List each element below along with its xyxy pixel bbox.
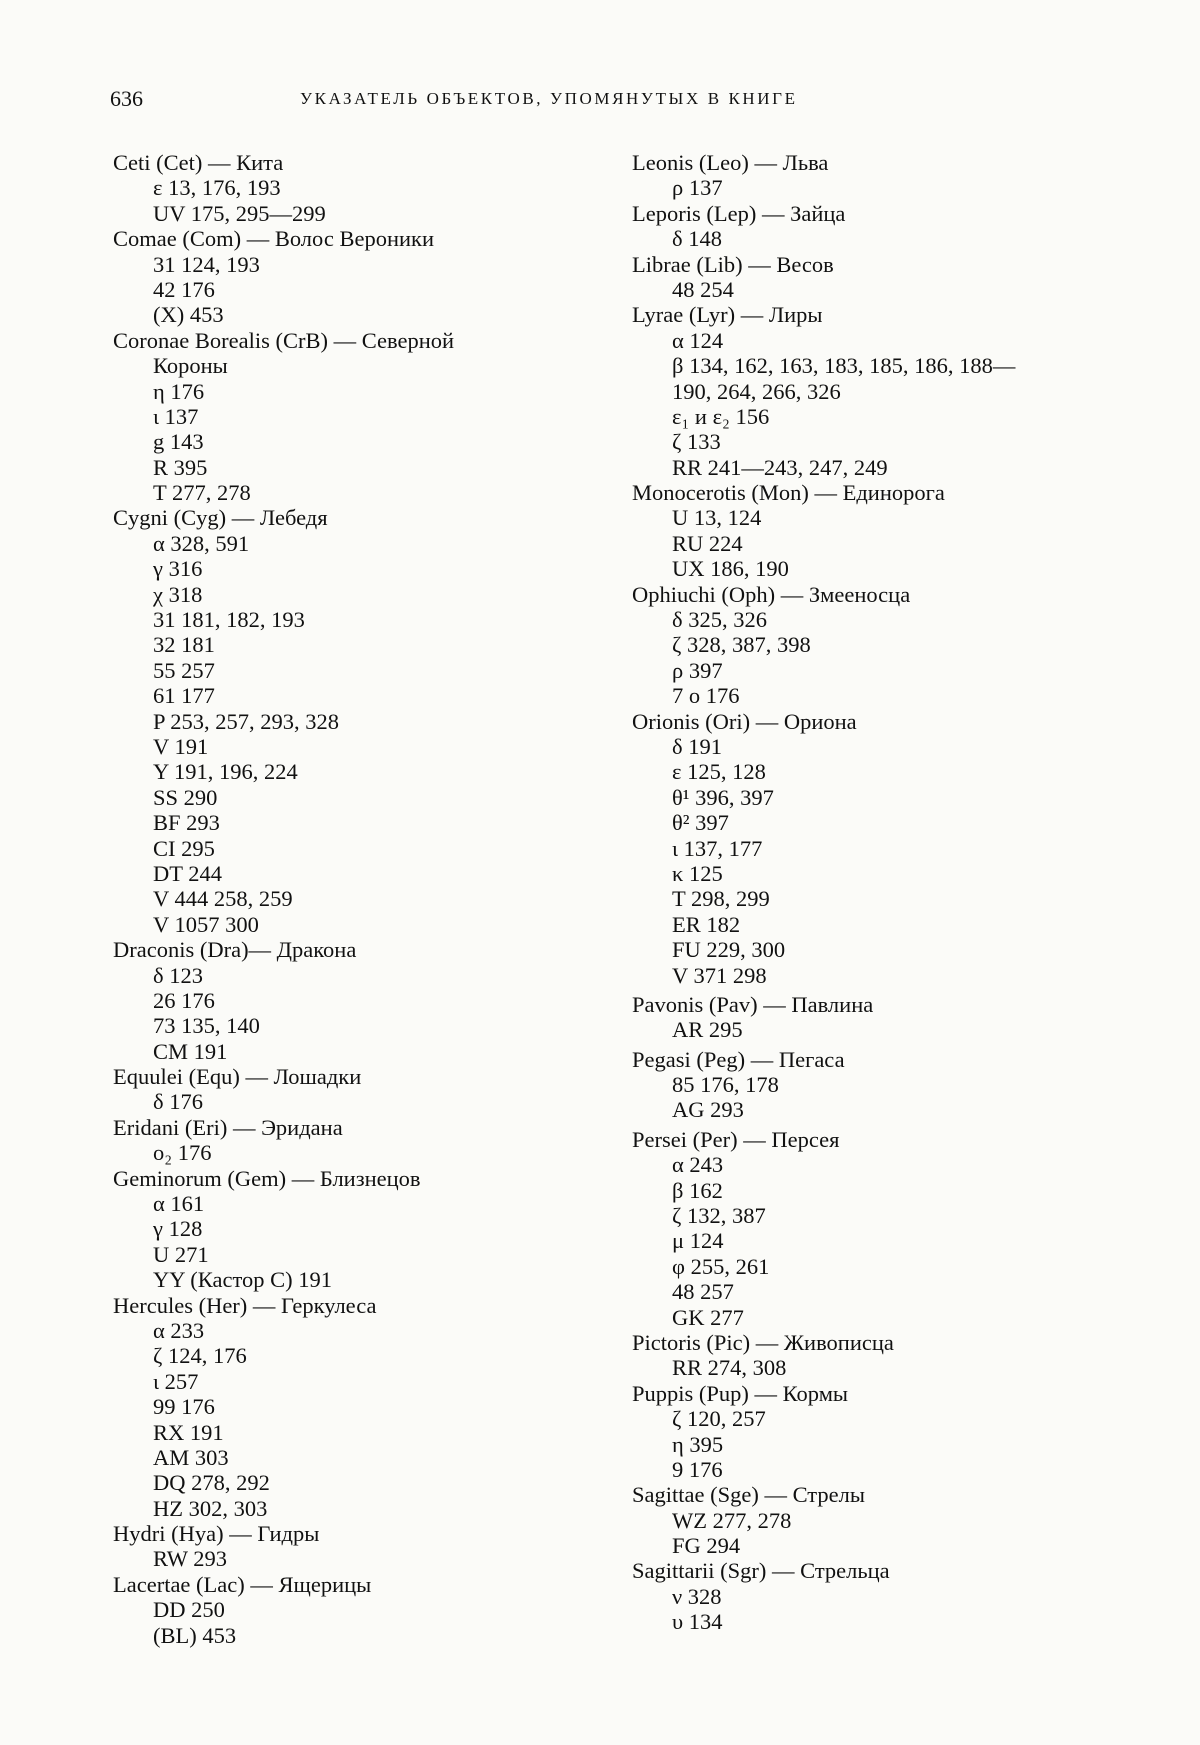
index-subentry: β 134, 162, 163, 183, 185, 186, 188—: [672, 353, 1016, 379]
index-subentry: RX 191: [153, 1419, 224, 1445]
index-subentry: T 298, 299: [672, 886, 770, 912]
index-entry: Lacertae (Lac) — Ящерицы: [113, 1571, 372, 1597]
index-subentry: DQ 278, 292: [153, 1470, 270, 1496]
index-entry: Ceti (Cet) — Кита: [113, 150, 284, 175]
index-column-left: [113, 150, 613, 1648]
index-subentry: 190, 264, 266, 326: [672, 378, 841, 404]
index-subentry: χ 318: [153, 581, 203, 607]
index-subentry: AG 293: [672, 1097, 744, 1123]
index-subentry: g 143: [153, 429, 204, 455]
index-subentry: ζ 133: [672, 429, 721, 455]
index-entry: Pictoris (Pic) — Живописца: [632, 1329, 894, 1355]
index-subentry: θ¹ 396, 397: [672, 784, 774, 810]
index-subentry: υ 134: [672, 1609, 723, 1635]
index-entry: Persei (Per) — Персея: [632, 1126, 840, 1152]
index-subentry: (BL) 453: [153, 1622, 237, 1648]
index-subentry: ε₁ и ε₂ 156: [672, 403, 770, 429]
index-subentry: AR 295: [672, 1017, 743, 1043]
index-subentry: RR 274, 308: [672, 1355, 787, 1381]
index-subentry: 85 176, 178: [672, 1072, 779, 1098]
index-entry: Librae (Lib) — Весов: [632, 251, 834, 277]
index-entry: Geminorum (Gem) — Близнецов: [113, 1165, 421, 1191]
index-subentry: V 191: [153, 733, 209, 759]
page-number: 636: [110, 86, 143, 111]
index-subentry: 32 181: [153, 632, 215, 658]
index-subentry: 73 135, 140: [153, 1013, 260, 1039]
index-subentry: 42 176: [153, 276, 215, 302]
index-entry: Cygni (Cyg) — Лебедя: [113, 505, 328, 531]
index-subentry: δ 325, 326: [672, 607, 767, 633]
index-entry: Pegasi (Peg) — Пегаса: [632, 1046, 845, 1072]
index-subentry: η 395: [672, 1431, 724, 1457]
index-entry: Hercules (Her) — Геркулеса: [113, 1292, 377, 1318]
index-entry: Lyrae (Lyr) — Лиры: [632, 302, 823, 328]
index-subentry: κ 125: [672, 860, 723, 886]
index-subentry: P 253, 257, 293, 328: [153, 708, 340, 734]
index-subentry: α 243: [672, 1152, 724, 1178]
index-subentry: γ 316: [153, 556, 203, 582]
index-subentry: ζ 124, 176: [153, 1343, 247, 1369]
index-subentry: ER 182: [672, 911, 741, 937]
index-subentry: δ 191: [672, 733, 722, 759]
index-subentry: V 1057 300: [153, 911, 259, 937]
index-subentry: FU 229, 300: [672, 937, 786, 963]
index-entry: Ophiuchi (Oph) — Змееносца: [632, 581, 911, 607]
index-subentry: ι 137, 177: [672, 835, 763, 861]
index-entry: Comae (Com) — Волос Вероники: [113, 226, 435, 252]
index-entry: Leonis (Leo) — Льва: [632, 150, 829, 175]
index-subentry: δ 148: [672, 226, 722, 252]
index-subentry: ζ 132, 387: [672, 1203, 766, 1229]
index-subentry: ζ 328, 387, 398: [672, 632, 811, 658]
index-subentry: ε 125, 128: [672, 759, 766, 785]
page-header: [0, 86, 1200, 116]
index-subentry: Y 191, 196, 224: [153, 759, 298, 785]
index-subentry: (X) 453: [153, 302, 224, 328]
index-entry: Equulei (Equ) — Лошадки: [113, 1064, 362, 1090]
index-subentry: UX 186, 190: [672, 556, 789, 582]
index-subentry: 61 177: [153, 683, 215, 709]
index-subentry: U 271: [153, 1241, 209, 1267]
index-subentry: RU 224: [672, 530, 743, 556]
index-subentry: δ 123: [153, 962, 203, 988]
index-subentry: CI 295: [153, 835, 215, 861]
index-subentry: α 328, 591: [153, 530, 250, 556]
index-subentry: 48 257: [672, 1279, 734, 1305]
index-subentry: 26 176: [153, 987, 215, 1013]
index-subentry: 99 176: [153, 1394, 215, 1420]
index-subentry: UV 175, 295—299: [153, 200, 326, 226]
index-subentry: ν 328: [672, 1583, 722, 1609]
index-subentry: 9 176: [672, 1456, 723, 1482]
index-subentry: ζ 120, 257: [672, 1406, 766, 1432]
index-subentry: α 124: [672, 327, 724, 353]
index-entry: Sagittae (Sge) — Стрелы: [632, 1482, 865, 1508]
index-subentry: V 444 258, 259: [153, 886, 293, 912]
index-subentry: U 13, 124: [672, 505, 762, 531]
index-subentry: β 162: [672, 1177, 723, 1203]
index-subentry: 31 124, 193: [153, 251, 260, 277]
index-subentry: SS 290: [153, 784, 218, 810]
index-subentry: CM 191: [153, 1038, 228, 1064]
index-subentry: ε 13, 176, 193: [153, 175, 281, 201]
index-subentry: RW 293: [153, 1546, 227, 1572]
index-subentry: ρ 397: [672, 657, 723, 683]
index-entry: Coronae Borealis (CrB) — Северной: [113, 327, 455, 353]
index-subentry: Короны: [153, 353, 228, 379]
index-subentry: φ 255, 261: [672, 1253, 770, 1279]
index-subentry: ι 257: [153, 1368, 199, 1394]
index-subentry: ι 137: [153, 403, 199, 429]
index-subentry: AM 303: [153, 1444, 229, 1470]
index-entry: Eridani (Eri) — Эридана: [113, 1114, 343, 1140]
index-entry: Orionis (Ori) — Ориона: [632, 708, 857, 734]
index-subentry: 48 254: [672, 276, 734, 302]
index-column-right: [632, 150, 1172, 1635]
index-entry: Pavonis (Pav) — Павлина: [632, 991, 874, 1017]
index-subentry: η 176: [153, 378, 205, 404]
index-subentry: θ² 397: [672, 810, 729, 836]
index-subentry: DD 250: [153, 1597, 225, 1623]
index-subentry: YY (Кастор C) 191: [153, 1267, 333, 1293]
index-entry: Sagittarii (Sgr) — Стрельца: [632, 1558, 890, 1584]
index-subentry: WZ 277, 278: [672, 1507, 792, 1533]
index-subentry: RR 241—243, 247, 249: [672, 454, 888, 480]
index-entry: Puppis (Pup) — Кормы: [632, 1380, 849, 1406]
index-entry: Hydri (Hya) — Гидры: [113, 1521, 320, 1547]
index-subentry: 55 257: [153, 657, 215, 683]
index-entry: Monocerotis (Mon) — Единорога: [632, 480, 945, 506]
index-subentry: HZ 302, 303: [153, 1495, 268, 1521]
index-subentry: 7 o 176: [672, 683, 740, 709]
index-entry: Leporis (Lep) — Зайца: [632, 200, 846, 226]
index-subentry: 31 181, 182, 193: [153, 607, 305, 633]
index-subentry: γ 128: [153, 1216, 203, 1242]
running-head: УКАЗАТЕЛЬ ОБЪЕКТОВ, УПОМЯНУТЫХ В КНИГЕ: [300, 89, 798, 108]
index-subentry: δ 176: [153, 1089, 203, 1115]
index-subentry: FG 294: [672, 1533, 741, 1559]
index-subentry: o₂ 176: [153, 1140, 212, 1166]
index-subentry: α 233: [153, 1317, 205, 1343]
index-entry: Draconis (Dra)— Дракона: [113, 937, 357, 963]
index-subentry: R 395: [153, 454, 208, 480]
index-subentry: ρ 137: [672, 175, 723, 201]
index-subentry: GK 277: [672, 1304, 744, 1330]
index-subentry: DT 244: [153, 860, 222, 886]
index-subentry: T 277, 278: [153, 480, 251, 506]
index-subentry: BF 293: [153, 810, 220, 836]
index-subentry: V 371 298: [672, 962, 767, 988]
index-subentry: μ 124: [672, 1228, 724, 1254]
index-subentry: α 161: [153, 1191, 205, 1217]
